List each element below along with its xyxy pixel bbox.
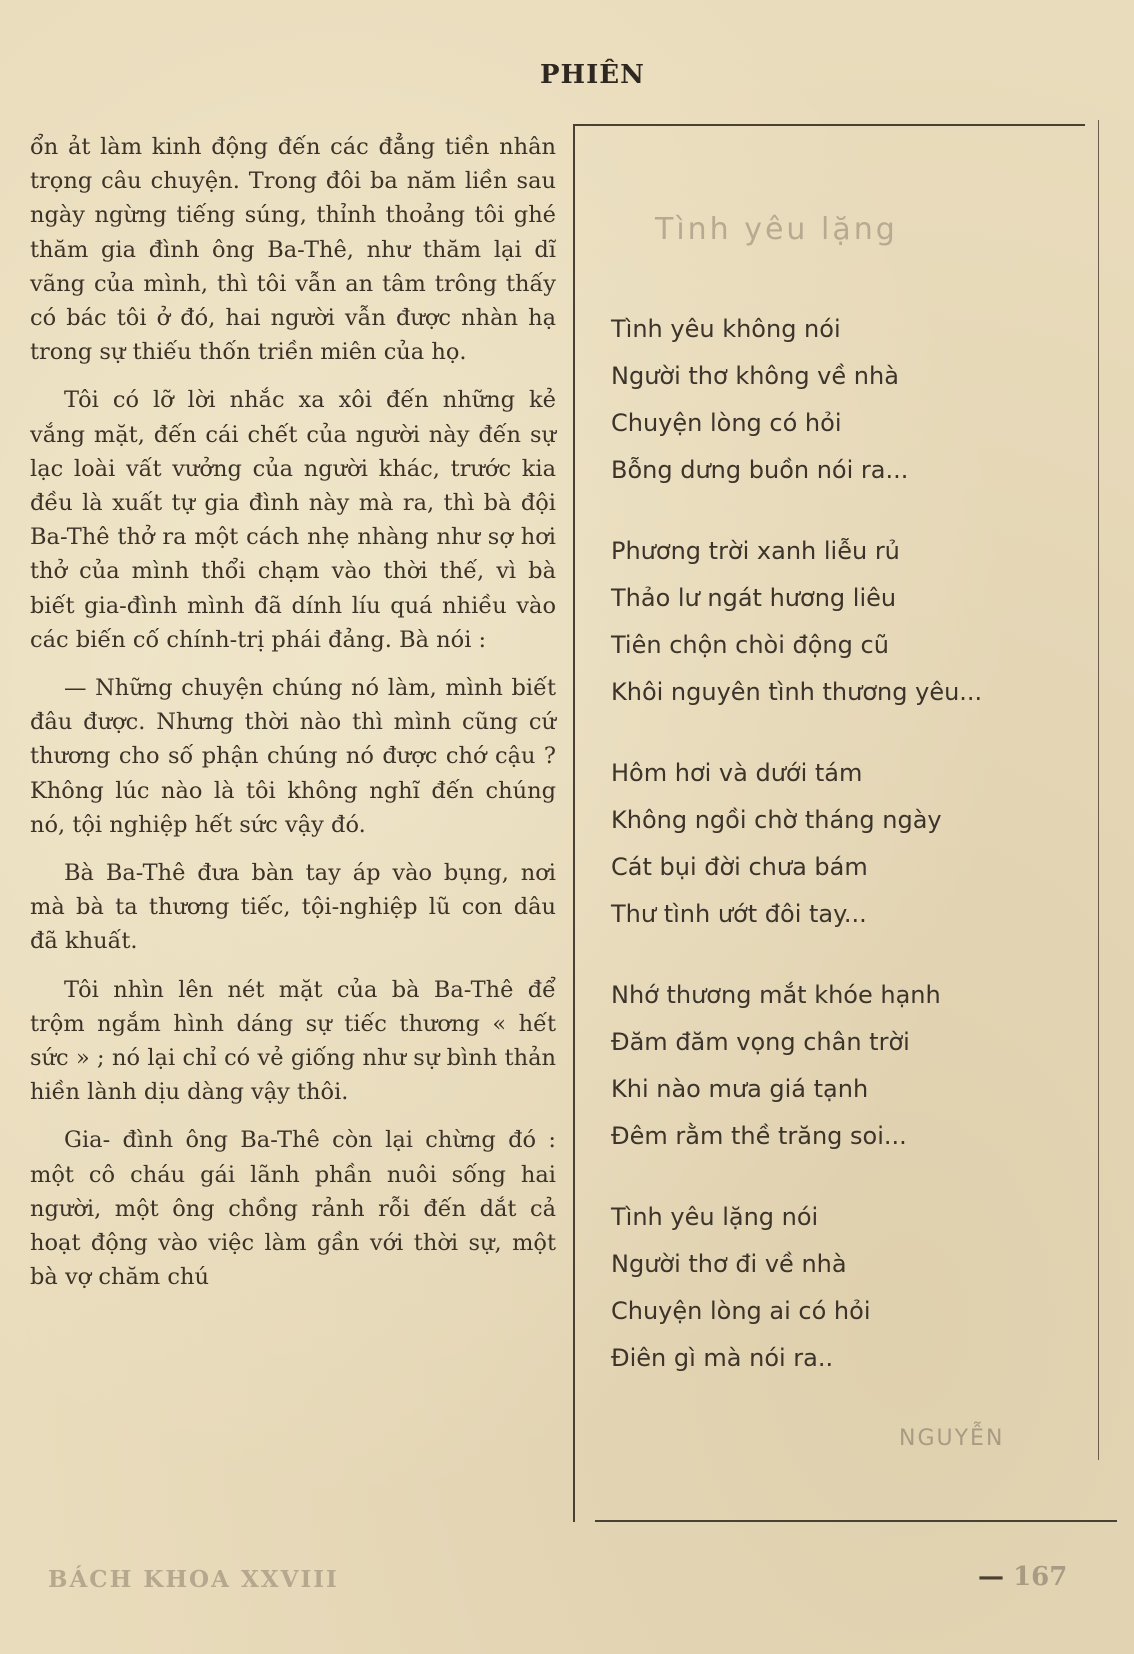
page-dash: — [978,1562,1004,1592]
prose-paragraph-3: — Những chuyện chúng nó làm, mình biết đâu được. Nhưng thời nào thì mình cũng cứ thương cho số phận chúng nó được chớ cậu ? Không lúc nào là tôi không nghĩ đến chúng nó, tội nghiệp hết sức vậy đó. [30,675,556,838]
poem-stanza-4 [611,972,1051,1160]
poem-stanza-5 [611,1194,1051,1382]
prose-paragraph-5: Tôi nhìn lên nét mặt của bà Ba-Thê để trộm ngắm hình dáng sự tiếc thương « hết sức » ; nó lại chỉ có vẻ giống như sự bình thản hiền lành dịu dàng vậy thôi. [30,976,556,1106]
poem-line: Chuyện lòng ai có hỏi [611,1297,871,1325]
poem-stanza-3 [611,750,1051,938]
poem-title: Tình yêu lặng [655,212,898,247]
poem-line: Tiên chộn chòi động cũ [611,631,889,659]
poem-line: Tình yêu lặng nói [611,1203,819,1231]
poem-line: Khôi nguyên tình thương yêu... [611,678,983,706]
poem-line: Khi nào mưa giá tạnh [611,1075,869,1103]
poem-line: Hôm hơi và dưới tám [611,759,863,787]
prose-paragraph-2: Tôi có lỡ lời nhắc xa xôi đến những kẻ vắng mặt, đến cái chết của người này đến sự lạc loài vất vưởng của người khác, trước kia đều là xuất tự gia đình này mà ra, thì bà đội Ba-Thê thở ra một cách nhẹ nhàng như sợ hơi thở của mình thổi chạm vào thời thế, vì bà biết gia-đình mình đã dính líu quá nhiều vào các biến cố chính-trị phái đảng. Bà nói : [30,387,556,653]
footer-page-number [978,1562,1067,1592]
poem-box-right-rule [1088,120,1099,1460]
running-header-title: PHIÊN [540,60,645,90]
footer-publication: BÁCH KHOA XXVIII [48,1566,339,1593]
poem-line: Điên gì mà nói ra.. [611,1344,834,1372]
poem-line: Đăm đăm vọng chân trời [611,1028,910,1056]
poem-line: Thư tình ướt đôi tay... [611,900,867,928]
prose-paragraph-4: Bà Ba-Thê đưa bàn tay áp vào bụng, nơi mà bà ta thương tiếc, tội-nghiệp lũ con dâu đã khuất. [30,860,556,955]
poem-line: Người thơ không về nhà [611,362,899,390]
poem-line: Người thơ đi về nhà [611,1250,847,1278]
poem-line: Nhớ thương mắt khóe hạnh [611,981,941,1009]
poem-box-bottom-rule [595,1520,1117,1522]
poem-line: Tình yêu không nói [611,315,841,343]
poem-author: NGUYỄN [899,1426,1005,1451]
poem-line: Không ngồi chờ tháng ngày [611,806,942,834]
poem-body [611,306,1051,1416]
poem-line: Chuyện lòng có hỏi [611,409,842,437]
poem-line: Cát bụi đời chưa bám [611,853,868,881]
poem-box [573,124,1085,1522]
poem-line: Phương trời xanh liễu rủ [611,537,900,565]
prose-paragraph-1: ổn ảt làm kinh động đến các đẳng tiền nhân trọng câu chuyện. Trong đôi ba năm liền sau ngày ngừng tiếng súng, thỉnh thoảng tôi ghé thăm gia đình ông Ba-Thê, như thăm lại dĩ vãng của mình, thì tôi vẫn an tâm trông thấy có bác tôi ở đó, hai người vẫn được nhàn hạ trong sự thiếu thốn triền miên của họ. [30,134,556,366]
prose-column [30,130,556,1309]
page-number: 167 [1013,1562,1068,1592]
poem-line: Thảo lư ngát hương liêu [611,584,897,612]
prose-paragraph-6: Gia- đình ông Ba-Thê còn lại chừng đó : một cô cháu gái lãnh phần nuôi sống hai người, một ông chồng rảnh rỗi đến dắt cả hoạt động vào việc làm gần với thời sự, một bà vợ chăm chú [30,1127,556,1291]
poem-stanza-1 [611,306,1051,494]
poem-line: Bỗng dưng buồn nói ra... [611,456,909,484]
poem-line: Đêm rằm thề trăng soi... [611,1122,907,1150]
poem-stanza-2 [611,528,1051,716]
